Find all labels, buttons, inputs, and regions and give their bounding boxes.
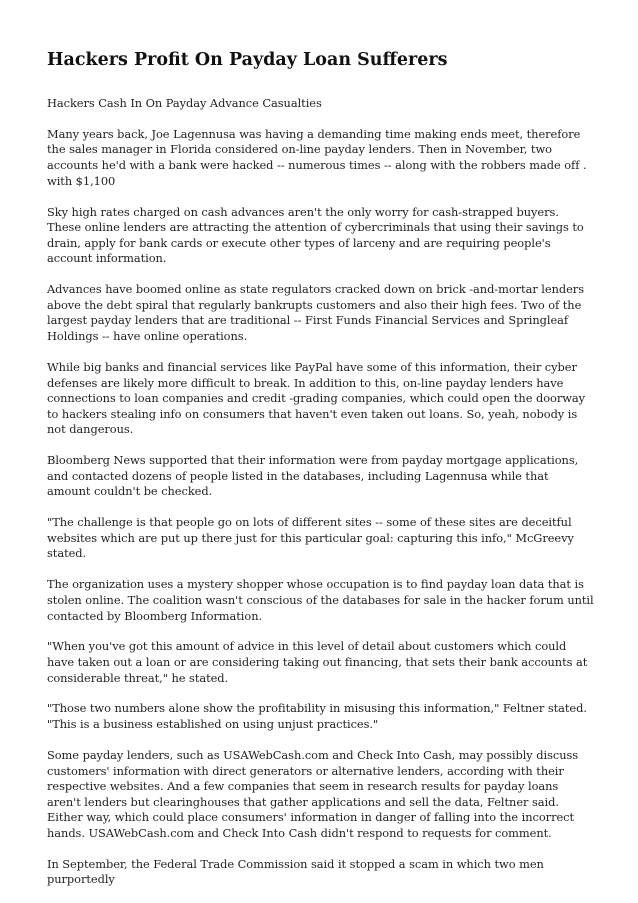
paragraph: Sky high rates charged on cash advances aren't the only worry for cash-strapped buyers. These online lenders are attracting the attention of cybercriminals that using their savings to drain, apply for bank cards or execute other types of larceny and are requiring people's account information. [47, 204, 584, 266]
paragraph-subtitle: Hackers Cash In On Payday Advance Casualties [47, 96, 322, 110]
paragraph: Advances have boomed online as state regulators cracked down on brick -and-mortar lenders above the debt spiral that regularly bankrupts customers and also their high fees. Two of the largest payday lenders that are traditional -- First Funds Financial Services and Springleaf Holdings -- have online operations. [47, 282, 584, 344]
paragraph: Some payday lenders, such as USAWebCash.com and Check Into Cash, may possibly discuss customers' information with direct generators or alternative lenders, according with their respective websites. And a few companies that seem in research results for payday loans aren't lenders but clearinghouses that gather applications and sell the data, Feltner said. Either way, which could place consumers' information in danger of falling into the incorrect hands. USAWebCash.com and Check Into Cash didn't respond to requests for comment. [47, 747, 579, 840]
paragraph: "When you've got this amount of advice in this level of detail about customers which could have taken out a loan or are considering taking out financing, that sets their bank accounts at considerable threat," he stated. [47, 639, 588, 685]
document-title: Hackers Profit On Payday Loan Sufferers [47, 50, 448, 70]
paragraph: Bloomberg News supported that their information were from payday mortgage applications, and contacted dozens of people listed in the databases, including Lagennusa while that amount couldn't be checked. [47, 453, 579, 499]
paragraph: The organization uses a mystery shopper whose occupation is to find payday loan data that is stolen online. The coalition wasn't conscious of the databases for sale in the hacker forum until contacted by Bloomberg Information. [47, 577, 594, 623]
paragraph: Many years back, Joe Lagennusa was having a demanding time making ends meet, therefore the sales manager in Florida considered on-line payday lenders. Then in November, two accounts he'd with a bank were hacked -- numerous times -- along with the robbers made off . with $1,100 [47, 126, 587, 188]
document-page [47, 48, 595, 903]
paragraph: "Those two numbers alone show the profitability in misusing this information," Feltner stated. "This is a business established on using unjust practices." [47, 701, 587, 732]
paragraph: In September, the Federal Trade Commission said it stopped a scam in which two men purportedly [47, 856, 544, 887]
paragraph: While big banks and financial services like PayPal have some of this information, their cyber defenses are likely more difficult to break. In addition to this, on-line payday lenders have connections to loan companies and credit -grading companies, which could open the doorway to hackers stealing info on consumers that haven't even taken out loans. So, yeah, nobody is not dangerous. [47, 359, 586, 437]
paragraph: "The challenge is that people go on lots of different sites -- some of these sites are deceitful websites which are put up there just for this particular goal: capturing this info," McGreevy stated. [47, 515, 574, 561]
